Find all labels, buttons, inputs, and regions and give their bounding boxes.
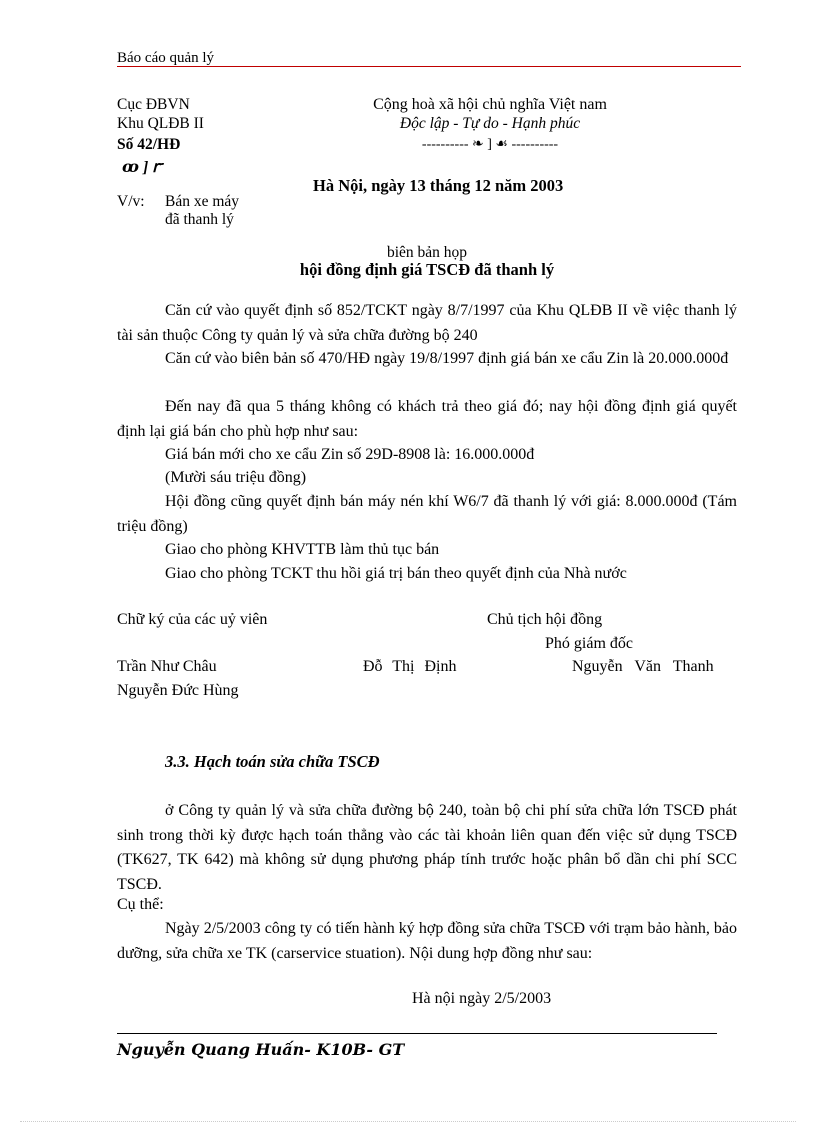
body-paragraph-3: Đến nay đã qua 5 tháng không có khách trả theo giá đó; nay hội đồng định giá quyết định lại giá bán cho phù hợp như sau: <box>117 398 737 440</box>
place-date: Hà Nội, ngày 13 tháng 12 năm 2003 <box>313 176 564 195</box>
members-signature-label: Chữ ký của các uỷ viên <box>117 611 268 628</box>
chair-label: Chủ tịch hội đồng <box>487 611 603 628</box>
agency-name: Cục ĐBVN <box>117 96 190 113</box>
section-paragraph-1: ở Công ty quản lý và sửa chữa đường bộ 240, toàn bộ chi phí sửa chữa lớn TSCĐ phát sinh trong thời kỳ được hạch toán thẳng vào các tài khoản liên quan đến việc sử dụng TSCĐ (TK627, TK 642) mà không sử dụng phương pháp tính trước hoặc phân bổ dần chi phí SCC TSCĐ. <box>117 802 737 893</box>
member-name-1: Trần Như Châu <box>117 658 217 675</box>
agency-unit: Khu QLĐB II <box>117 115 204 132</box>
body-paragraph-6: Hội đồng cũng quyết định bán máy nén khí W6/7 đã thanh lý với giá: 8.000.000đ (Tám triệu đồng) <box>117 493 737 535</box>
body-paragraph-1: Căn cứ vào quyết định số 852/TCKT ngày 8/7/1997 của Khu QLĐB II về việc thanh lý tài sản thuộc Công ty quản lý và sửa chữa đường bộ 240 <box>117 302 737 344</box>
page-bottom-dotted-line <box>20 1121 796 1122</box>
contract-date: Hà nội ngày 2/5/2003 <box>412 990 552 1007</box>
subject-label: V/v: <box>117 193 145 210</box>
member-name-2: Đỗ Thị Định <box>363 658 457 675</box>
header-rule <box>117 66 741 67</box>
footer-rule <box>117 1033 717 1034</box>
chair-title: Phó giám đốc <box>545 635 633 652</box>
member-name-3: Nguyễn Đức Hùng <box>117 682 239 699</box>
section-paragraph-2: Cụ thể: <box>117 896 164 913</box>
agency-ornament: ꝏ ] ꭈ <box>122 159 162 176</box>
national-title: Cộng hoà xã hội chủ nghĩa Việt nam <box>373 96 607 113</box>
body-paragraph-8: Giao cho phòng TCKT thu hồi giá trị bán theo quyết định của Nhà nước <box>165 565 627 582</box>
national-motto: Độc lập - Tự do - Hạnh phúc <box>399 115 581 132</box>
doc-title-line-1: biên bản họp <box>386 244 468 261</box>
section-paragraph-3: Ngày 2/5/2003 công ty có tiến hành ký hợp đồng sửa chữa TSCĐ với trạm bảo hành, bảo dưỡng, sửa chữa xe TK (carservice stuation). Nội dung hợp đồng như sau: <box>117 920 737 962</box>
doc-title-line-2: hội đồng định giá TSCĐ đã thanh lý <box>299 260 555 279</box>
heading-divider: ---------- ❧ ] ☙ ---------- <box>421 137 559 152</box>
body-paragraph-4: Giá bán mới cho xe cẩu Zin số 29D-8908 là: 16.000.000đ <box>165 446 535 463</box>
footer-author-name: Nguyễn Quang Huấn <box>117 1040 305 1059</box>
footer-class: - K10B- GT <box>304 1040 405 1059</box>
body-paragraph-5: (Mười sáu triệu đồng) <box>165 469 307 486</box>
body-paragraph-2: Căn cứ vào biên bản số 470/HĐ ngày 19/8/1997 định giá bán xe cẩu Zin là 20.000.000đ <box>165 350 729 367</box>
chair-name: Nguyễn Văn Thanh <box>572 658 714 675</box>
document-number: Số 42/HĐ <box>117 136 181 153</box>
running-header: Báo cáo quản lý <box>117 50 215 66</box>
section-heading: 3.3. Hạch toán sửa chữa TSCĐ <box>165 752 380 771</box>
footer-author <box>117 1040 404 1059</box>
body-paragraph-7: Giao cho phòng KHVTTB làm thủ tục bán <box>165 541 440 558</box>
subject-line-2: đã thanh lý <box>165 211 234 228</box>
subject-line-1: Bán xe máy <box>165 193 240 210</box>
